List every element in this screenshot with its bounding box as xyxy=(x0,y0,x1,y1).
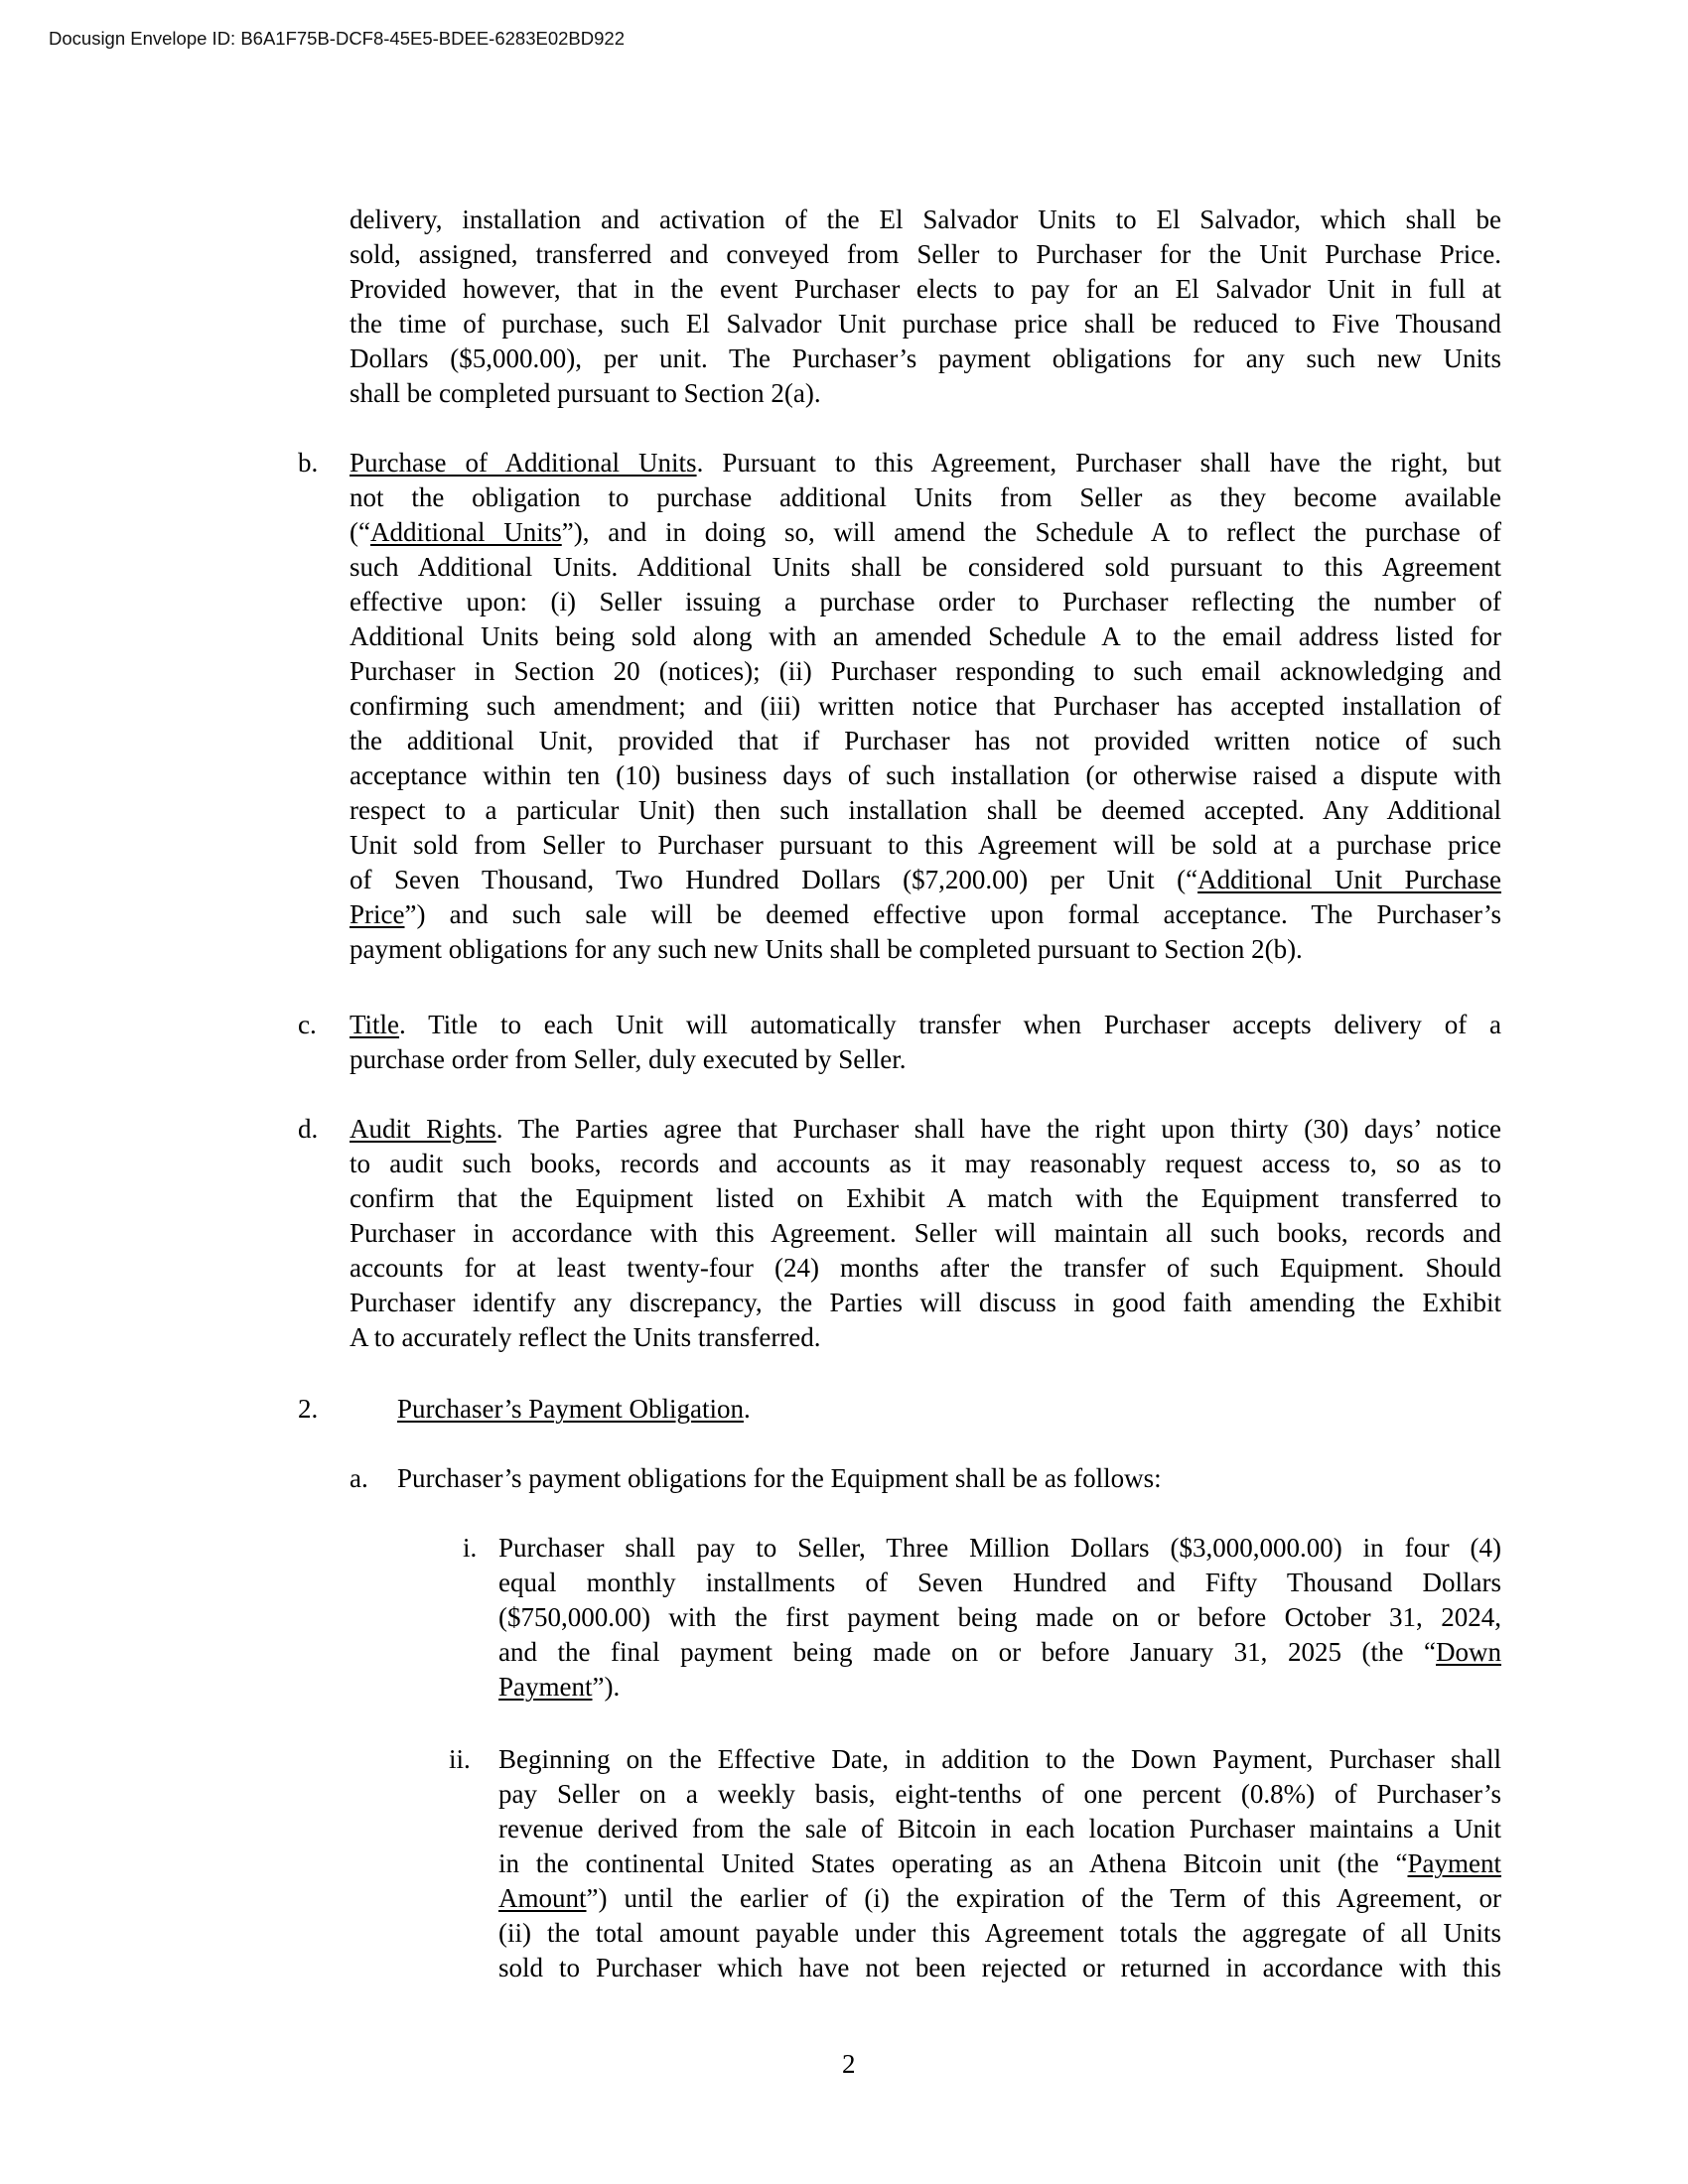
text-segment: of Seven Thousand, Two Hundred Dollars ($7,200.00) per Unit (“ xyxy=(350,865,1198,894)
text-segment: and the final payment being made on or before January 31, 2025 (the “ xyxy=(498,1637,1436,1667)
text-segment: the additional Unit, provided that if Purchaser has not provided written notice of such xyxy=(350,726,1501,755)
text-segment: pay Seller on a weekly basis, eight-tenths of one percent (0.8%) of Purchaser’s xyxy=(498,1779,1501,1809)
text-segment: Purchaser’s payment obligations for the Equipment shall be as follows: xyxy=(397,1463,1162,1493)
text-segment: Purchaser identify any discrepancy, the Parties will discuss in good faith amending the Exhibit xyxy=(350,1288,1501,1317)
text-line xyxy=(350,1147,1501,1181)
text-line xyxy=(350,1181,1501,1216)
text-segment: Purchaser in accordance with this Agreement. Seller will maintain all such books, records and xyxy=(350,1218,1501,1248)
text-segment: . The Parties agree that Purchaser shall have the right upon thirty (30) days’ notice xyxy=(495,1114,1501,1144)
text-segment: payment obligations for any such new Units shall be completed pursuant to Section 2(b). xyxy=(350,934,1303,964)
text-segment: to audit such books, records and accounts as it may reasonably request access to, so as to xyxy=(350,1149,1501,1178)
text-segment: equal monthly installments of Seven Hundred and Fifty Thousand Dollars xyxy=(498,1568,1501,1597)
text-segment: not the obligation to purchase additional Units from Seller as they become available xyxy=(350,482,1501,512)
section-2a-i xyxy=(498,1531,1501,1705)
text-segment: Purchaser in Section 20 (notices); (ii) Purchaser responding to such email acknowledging and xyxy=(350,656,1501,686)
text-segment: . Title to each Unit will automatically transfer when Purchaser accepts delivery of a xyxy=(399,1010,1501,1039)
text-line xyxy=(350,932,1501,967)
underlined-term: Payment xyxy=(498,1672,593,1702)
text-segment: shall be completed pursuant to Section 2(a). xyxy=(350,378,821,408)
text-segment: confirm that the Equipment listed on Exhibit A match with the Equipment transferred to xyxy=(350,1183,1501,1213)
text-line xyxy=(350,376,1501,411)
section-1c-label: c. xyxy=(298,1010,317,1039)
text-line xyxy=(350,1112,1501,1147)
text-segment: purchase order from Seller, duly executed by Seller. xyxy=(350,1044,907,1074)
text-segment: Unit sold from Seller to Purchaser pursuant to this Agreement will be sold at a purchase price xyxy=(350,830,1501,860)
text-segment: the time of purchase, such El Salvador Unit purchase price shall be reduced to Five Thousand xyxy=(350,309,1501,339)
underlined-term: Amount xyxy=(498,1883,587,1913)
text-line xyxy=(350,307,1501,341)
underlined-term: Price xyxy=(350,899,405,929)
text-line xyxy=(350,550,1501,585)
text-line xyxy=(498,1881,1501,1916)
section-1d xyxy=(350,1112,1501,1355)
text-line xyxy=(350,1286,1501,1320)
text-segment: . Pursuant to this Agreement, Purchaser shall have the right, but xyxy=(696,448,1501,478)
section-2a-label: a. xyxy=(350,1463,368,1493)
text-line xyxy=(498,1635,1501,1670)
underlined-term: Additional Units xyxy=(369,517,562,547)
text-line xyxy=(350,1008,1501,1042)
text-segment: Purchaser shall pay to Seller, Three Million Dollars ($3,000,000.00) in four (4) xyxy=(498,1533,1501,1563)
underlined-term: Purchase of Additional Units xyxy=(350,448,697,478)
underlined-term: Purchaser’s Payment Obligation xyxy=(397,1394,744,1424)
text-line xyxy=(498,1600,1501,1635)
text-line xyxy=(498,1742,1501,1777)
section-1b-label: b. xyxy=(298,448,319,478)
text-line xyxy=(498,1670,1501,1705)
text-line xyxy=(350,446,1501,480)
text-line xyxy=(350,341,1501,376)
text-segment: delivery, installation and activation of the El Salvador Units to El Salvador, which shall be xyxy=(350,205,1501,234)
text-segment: respect to a particular Unit) then such installation shall be deemed accepted. Any Additional xyxy=(350,795,1501,825)
underlined-term: Title xyxy=(350,1010,400,1039)
text-segment: . xyxy=(743,1394,751,1424)
text-line xyxy=(498,1916,1501,1951)
text-line xyxy=(498,1812,1501,1846)
text-segment: such Additional Units. Additional Units shall be considered sold pursuant to this Agreement xyxy=(350,552,1501,582)
text-line xyxy=(498,1846,1501,1881)
text-line xyxy=(350,793,1501,828)
text-line xyxy=(350,480,1501,515)
text-segment: accounts for at least twenty-four (24) months after the transfer of such Equipment. Should xyxy=(350,1253,1501,1283)
underlined-term: Audit Rights xyxy=(350,1114,496,1144)
underlined-term: Down xyxy=(1436,1637,1501,1667)
docusign-envelope-id: Docusign Envelope ID: B6A1F75B-DCF8-45E5-BDEE-6283E02BD922 xyxy=(49,28,625,49)
text-line xyxy=(350,515,1501,550)
text-line xyxy=(350,237,1501,272)
section-1b xyxy=(350,446,1501,967)
text-line xyxy=(350,689,1501,724)
text-segment: A to accurately reflect the Units transferred. xyxy=(350,1322,821,1352)
text-line xyxy=(350,619,1501,654)
text-segment: ($750,000.00) with the first payment being made on or before October 31, 2024, xyxy=(498,1602,1501,1632)
text-line xyxy=(350,1251,1501,1286)
text-segment: ”), and in doing so, will amend the Schedule A to reflect the purchase of xyxy=(561,517,1502,547)
text-segment: confirming such amendment; and (iii) written notice that Purchaser has accepted installation of xyxy=(350,691,1501,721)
text-line xyxy=(397,1392,993,1427)
text-segment: revenue derived from the sale of Bitcoin in each location Purchaser maintains a Unit xyxy=(498,1814,1501,1843)
para-cont xyxy=(350,203,1501,411)
text-line xyxy=(397,1461,1390,1496)
text-segment: (ii) the total amount payable under this Agreement totals the aggregate of all Units xyxy=(498,1918,1501,1948)
text-line xyxy=(350,654,1501,689)
text-segment: Dollars ($5,000.00), per unit. The Purchaser’s payment obligations for any such new Units xyxy=(350,343,1501,373)
text-segment: ”) until the earlier of (i) the expiration of the Term of this Agreement, or xyxy=(586,1883,1501,1913)
section-2a-ii-label: ii. xyxy=(449,1744,471,1774)
text-line xyxy=(350,897,1501,932)
section-2a-ii xyxy=(498,1742,1501,1985)
text-line xyxy=(350,203,1501,237)
text-line xyxy=(350,272,1501,307)
text-segment: Additional Units being sold along with an amended Schedule A to the email address listed for xyxy=(350,621,1501,651)
page-number: 2 xyxy=(842,2049,856,2079)
text-segment: acceptance within ten (10) business days of such installation (or otherwise raised a dispute with xyxy=(350,760,1501,790)
text-line xyxy=(350,724,1501,758)
text-segment: sold to Purchaser which have not been rejected or returned in accordance with this xyxy=(498,1953,1501,1982)
text-segment: ”). xyxy=(592,1672,621,1702)
text-segment: sold, assigned, transferred and conveyed from Seller to Purchaser for the Unit Purchase Price. xyxy=(350,239,1501,269)
text-segment: ”) and such sale will be deemed effective upon formal acceptance. The Purchaser’s xyxy=(404,899,1501,929)
section-1d-label: d. xyxy=(298,1114,319,1144)
section-1c xyxy=(350,1008,1501,1077)
text-line xyxy=(350,828,1501,863)
section-2a xyxy=(397,1461,1390,1496)
text-line xyxy=(498,1777,1501,1812)
section-2a-i-label: i. xyxy=(463,1533,478,1563)
text-segment: (“ xyxy=(350,517,370,547)
text-segment: Beginning on the Effective Date, in addition to the Down Payment, Purchaser shall xyxy=(498,1744,1501,1774)
text-line xyxy=(350,1320,1501,1355)
section-2 xyxy=(397,1392,993,1427)
text-segment: effective upon: (i) Seller issuing a purchase order to Purchaser reflecting the number of xyxy=(350,587,1501,616)
text-segment: in the continental United States operating as an Athena Bitcoin unit (the “ xyxy=(498,1848,1408,1878)
text-line xyxy=(350,863,1501,897)
text-line xyxy=(350,585,1501,619)
section-2-label: 2. xyxy=(298,1394,319,1424)
text-line xyxy=(350,1042,1501,1077)
text-line xyxy=(350,758,1501,793)
text-line xyxy=(498,1951,1501,1985)
text-segment: Provided however, that in the event Purchaser elects to pay for an El Salvador Unit in full at xyxy=(350,274,1501,304)
underlined-term: Payment xyxy=(1407,1848,1501,1878)
text-line xyxy=(350,1216,1501,1251)
text-line xyxy=(498,1531,1501,1566)
underlined-term: Additional Unit Purchase xyxy=(1197,865,1501,894)
text-line xyxy=(498,1566,1501,1600)
